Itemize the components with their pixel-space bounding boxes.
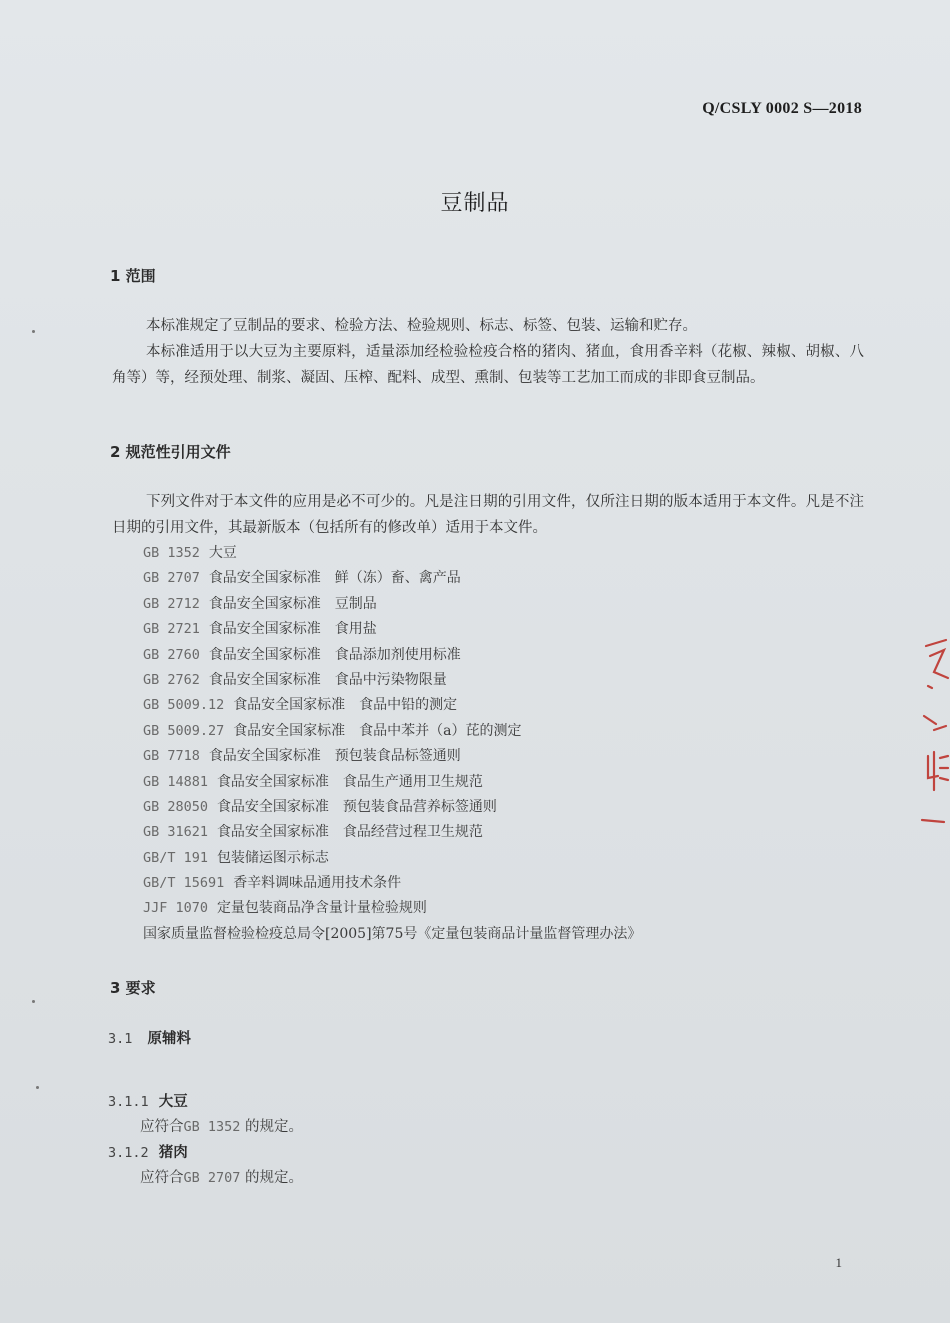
section-heading-scope: 1 范围: [110, 267, 156, 285]
reference-item: GB/T 15691 香辛料调味品通用技术条件: [143, 875, 402, 892]
reference-item: GB 2707 食品安全国家标准 鲜（冻）畜、禽产品: [143, 570, 461, 587]
section-heading-requirements: 3 要求: [110, 979, 156, 997]
reference-item: GB 2760 食品安全国家标准 食品添加剂使用标准: [143, 646, 461, 663]
page-number: 1: [835, 1255, 842, 1270]
reference-item: GB 28050 食品安全国家标准 预包装食品营养标签通则: [143, 798, 497, 815]
reference-item: GB/T 191 包装储运图示标志: [143, 849, 329, 866]
reference-item: GB 5009.12 食品安全国家标准 食品中铅的测定: [143, 697, 458, 714]
reference-item: GB 1352 大豆: [143, 545, 237, 561]
reference-item: GB 5009.27 食品安全国家标准 食品中苯并（a）芘的测定: [143, 722, 522, 739]
scope-paragraph-1: 本标准规定了豆制品的要求、检验方法、检验规则、标志、标签、包装、运输和贮存。: [146, 318, 697, 334]
subsection-body-3-1-1: 应符合GB 1352 的规定。: [140, 1119, 304, 1135]
reference-item: GB 2721 食品安全国家标准 食用盐: [143, 621, 377, 638]
reference-item: GB 2762 食品安全国家标准 食品中污染物限量: [143, 671, 447, 688]
subsection-heading-3-1: 3.1 原辅料: [108, 1031, 192, 1047]
scan-speck: [32, 330, 35, 333]
subsection-heading-3-1-2: 3.1.2 猪肉: [108, 1145, 188, 1161]
reference-item: JJF 1070 定量包装商品净含量计量检验规则: [143, 900, 427, 917]
refs-intro-paragraph: 下列文件对于本文件的应用是必不可少的。凡是注日期的引用文件，仅所注日期的版本适用于本文件。凡是不注日期的引用文件，其最新版本（包括所有的修改单）适用于本文件。: [112, 494, 864, 536]
red-seal-stamp-partial: [920, 628, 950, 826]
reference-item: GB 7718 食品安全国家标准 预包装食品标签通则: [143, 748, 461, 765]
reference-item: GB 14881 食品安全国家标准 食品生产通用卫生规范: [143, 773, 483, 790]
page-title: 豆制品: [440, 191, 510, 216]
reference-list: [143, 541, 641, 947]
standard-code: Q/CSLY 0002 S—2018: [702, 100, 862, 117]
scan-speck: [32, 1000, 35, 1003]
scan-speck: [36, 1086, 39, 1089]
reference-item: GB 31621 食品安全国家标准 食品经营过程卫生规范: [143, 824, 483, 841]
section-heading-refs: 2 规范性引用文件: [110, 443, 231, 461]
reference-item: 国家质量监督检验检疫总局令[2005]第75号《定量包装商品计量监督管理办法》: [143, 925, 642, 942]
subsection-heading-3-1-1: 3.1.1 大豆: [108, 1094, 188, 1110]
subsection-body-3-1-2: 应符合GB 2707 的规定。: [140, 1170, 304, 1186]
scope-paragraph-2: 本标准适用于以大豆为主要原料，适量添加经检验检疫合格的猪肉、猪血，食用香辛料（花椒、辣椒、胡椒、八角等）等，经预处理、制浆、凝固、压榨、配料、成型、熏制、包装等工艺加工而成的非即食豆制品。: [112, 344, 864, 386]
reference-item: GB 2712 食品安全国家标准 豆制品: [143, 595, 377, 612]
